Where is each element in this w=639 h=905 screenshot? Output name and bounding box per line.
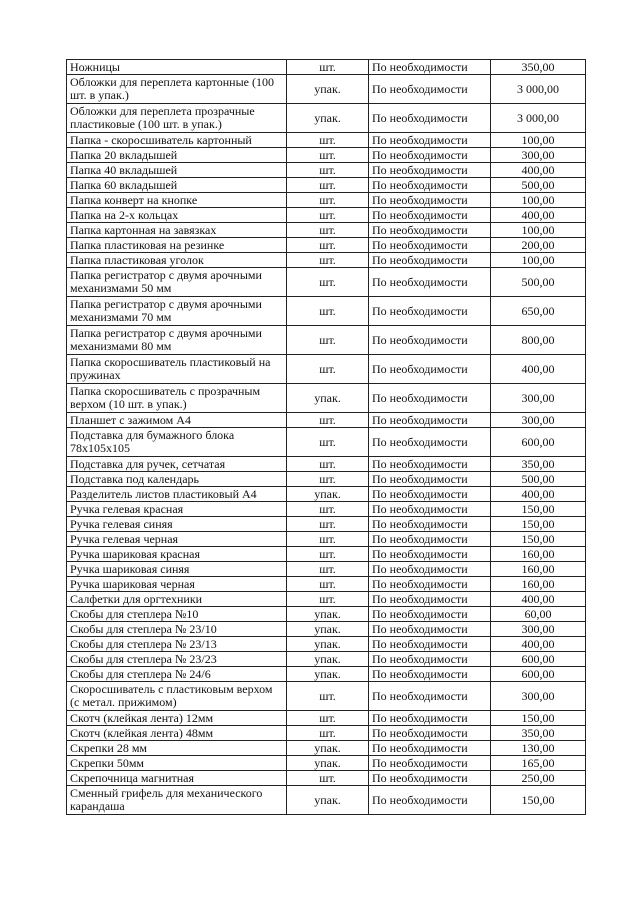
unit-cell: шт.	[287, 502, 369, 517]
table-row	[67, 60, 586, 75]
price-cell: 350,00	[491, 457, 586, 472]
item-name-cell: Ручка гелевая красная	[67, 502, 287, 517]
unit-cell: упак.	[287, 384, 369, 413]
item-name-cell: Разделитель листов пластиковый А4	[67, 487, 287, 502]
price-cell: 100,00	[491, 193, 586, 208]
supply-mode-cell: По необходимости	[369, 413, 491, 428]
price-cell: 100,00	[491, 133, 586, 148]
unit-cell: шт.	[287, 133, 369, 148]
item-name-cell: Ручка гелевая синяя	[67, 517, 287, 532]
unit-cell: шт.	[287, 532, 369, 547]
table-row	[67, 193, 586, 208]
unit-cell: шт.	[287, 562, 369, 577]
unit-cell: шт.	[287, 60, 369, 75]
item-name-cell: Подставка под календарь	[67, 472, 287, 487]
item-name-cell: Скобы для степлера №10	[67, 607, 287, 622]
supply-mode-cell: По необходимости	[369, 133, 491, 148]
item-name-cell: Папка картонная на завязках	[67, 223, 287, 238]
price-cell: 400,00	[491, 487, 586, 502]
item-name-cell: Скрепки 50мм	[67, 756, 287, 771]
table-row	[67, 223, 586, 238]
table-row	[67, 163, 586, 178]
supply-mode-cell: По необходимости	[369, 208, 491, 223]
supply-mode-cell: По необходимости	[369, 592, 491, 607]
table-row	[67, 297, 586, 326]
supply-mode-cell: По необходимости	[369, 193, 491, 208]
item-name-cell: Обложки для переплета картонные (100 шт. в упак.)	[67, 75, 287, 104]
supply-mode-cell: По необходимости	[369, 547, 491, 562]
item-name-cell: Папка пластиковая уголок	[67, 253, 287, 268]
price-cell: 3 000,00	[491, 104, 586, 133]
table-row	[67, 253, 586, 268]
price-cell: 400,00	[491, 208, 586, 223]
supply-mode-cell: По необходимости	[369, 60, 491, 75]
price-cell: 300,00	[491, 682, 586, 711]
supply-mode-cell: По необходимости	[369, 104, 491, 133]
supply-mode-cell: По необходимости	[369, 384, 491, 413]
price-cell: 500,00	[491, 472, 586, 487]
item-name-cell: Скрепки 28 мм	[67, 741, 287, 756]
item-name-cell: Сменный грифель для механического карандаша	[67, 786, 287, 815]
item-name-cell: Ручка шариковая синяя	[67, 562, 287, 577]
table-row	[67, 547, 586, 562]
unit-cell: шт.	[287, 771, 369, 786]
table-row	[67, 104, 586, 133]
price-cell: 300,00	[491, 413, 586, 428]
unit-cell: шт.	[287, 297, 369, 326]
supply-mode-cell: По необходимости	[369, 163, 491, 178]
supply-mode-cell: По необходимости	[369, 622, 491, 637]
table-row	[67, 667, 586, 682]
table-row	[67, 726, 586, 741]
item-name-cell: Папка 60 вкладышей	[67, 178, 287, 193]
item-name-cell: Папка скоросшиватель с прозрачным верхом (10 шт. в упак.)	[67, 384, 287, 413]
supply-mode-cell: По необходимости	[369, 268, 491, 297]
item-name-cell: Папка 40 вкладышей	[67, 163, 287, 178]
price-cell: 300,00	[491, 622, 586, 637]
item-name-cell: Подставка для ручек, сетчатая	[67, 457, 287, 472]
unit-cell: шт.	[287, 148, 369, 163]
unit-cell: шт.	[287, 547, 369, 562]
price-cell: 300,00	[491, 384, 586, 413]
supply-mode-cell: По необходимости	[369, 607, 491, 622]
supply-mode-cell: По необходимости	[369, 223, 491, 238]
supply-mode-cell: По необходимости	[369, 502, 491, 517]
price-cell: 600,00	[491, 428, 586, 457]
price-cell: 150,00	[491, 711, 586, 726]
price-table-body	[67, 60, 586, 815]
price-cell: 100,00	[491, 223, 586, 238]
unit-cell: шт.	[287, 682, 369, 711]
table-row	[67, 502, 586, 517]
price-cell: 500,00	[491, 178, 586, 193]
price-cell: 400,00	[491, 163, 586, 178]
table-row	[67, 607, 586, 622]
unit-cell: шт.	[287, 711, 369, 726]
price-cell: 400,00	[491, 592, 586, 607]
price-cell: 150,00	[491, 786, 586, 815]
price-cell: 160,00	[491, 547, 586, 562]
price-cell: 600,00	[491, 667, 586, 682]
item-name-cell: Скобы для степлера № 23/10	[67, 622, 287, 637]
item-name-cell: Ручка шариковая красная	[67, 547, 287, 562]
supply-mode-cell: По необходимости	[369, 297, 491, 326]
price-table	[66, 59, 586, 815]
supply-mode-cell: По необходимости	[369, 637, 491, 652]
item-name-cell: Папка регистратор с двумя арочными механизмами 80 мм	[67, 326, 287, 355]
item-name-cell: Папка конверт на кнопке	[67, 193, 287, 208]
item-name-cell: Папка - скоросшиватель картонный	[67, 133, 287, 148]
supply-mode-cell: По необходимости	[369, 428, 491, 457]
supply-mode-cell: По необходимости	[369, 577, 491, 592]
table-row	[67, 786, 586, 815]
item-name-cell: Планшет с зажимом А4	[67, 413, 287, 428]
unit-cell: шт.	[287, 413, 369, 428]
table-row	[67, 413, 586, 428]
price-cell: 600,00	[491, 652, 586, 667]
table-row	[67, 592, 586, 607]
price-cell: 60,00	[491, 607, 586, 622]
unit-cell: упак.	[287, 104, 369, 133]
table-row	[67, 741, 586, 756]
table-row	[67, 472, 586, 487]
supply-mode-cell: По необходимости	[369, 178, 491, 193]
unit-cell: упак.	[287, 741, 369, 756]
unit-cell: шт.	[287, 268, 369, 297]
table-row	[67, 148, 586, 163]
unit-cell: шт.	[287, 208, 369, 223]
price-cell: 150,00	[491, 517, 586, 532]
supply-mode-cell: По необходимости	[369, 562, 491, 577]
unit-cell: шт.	[287, 577, 369, 592]
unit-cell: шт.	[287, 726, 369, 741]
table-row	[67, 208, 586, 223]
price-cell: 800,00	[491, 326, 586, 355]
item-name-cell: Салфетки для оргтехники	[67, 592, 287, 607]
unit-cell: шт.	[287, 238, 369, 253]
unit-cell: упак.	[287, 487, 369, 502]
price-cell: 100,00	[491, 253, 586, 268]
supply-mode-cell: По необходимости	[369, 238, 491, 253]
item-name-cell: Папка регистратор с двумя арочными механизмами 50 мм	[67, 268, 287, 297]
table-row	[67, 622, 586, 637]
supply-mode-cell: По необходимости	[369, 75, 491, 104]
unit-cell: шт.	[287, 326, 369, 355]
table-row	[67, 682, 586, 711]
item-name-cell: Папка на 2-х кольцах	[67, 208, 287, 223]
price-cell: 160,00	[491, 577, 586, 592]
price-cell: 130,00	[491, 741, 586, 756]
unit-cell: шт.	[287, 457, 369, 472]
price-cell: 350,00	[491, 60, 586, 75]
item-name-cell: Скотч (клейкая лента) 48мм	[67, 726, 287, 741]
unit-cell: шт.	[287, 193, 369, 208]
price-cell: 300,00	[491, 148, 586, 163]
table-row	[67, 562, 586, 577]
unit-cell: шт.	[287, 223, 369, 238]
unit-cell: упак.	[287, 622, 369, 637]
price-cell: 3 000,00	[491, 75, 586, 104]
table-row	[67, 355, 586, 384]
supply-mode-cell: По необходимости	[369, 326, 491, 355]
unit-cell: упак.	[287, 607, 369, 622]
table-row	[67, 457, 586, 472]
supply-mode-cell: По необходимости	[369, 457, 491, 472]
item-name-cell: Ручка шариковая черная	[67, 577, 287, 592]
unit-cell: упак.	[287, 637, 369, 652]
table-row	[67, 133, 586, 148]
item-name-cell: Скобы для степлера № 23/13	[67, 637, 287, 652]
price-cell: 150,00	[491, 502, 586, 517]
price-cell: 650,00	[491, 297, 586, 326]
unit-cell: упак.	[287, 75, 369, 104]
table-row	[67, 428, 586, 457]
price-cell: 150,00	[491, 532, 586, 547]
item-name-cell: Папка скоросшиватель пластиковый на пружинах	[67, 355, 287, 384]
supply-mode-cell: По необходимости	[369, 148, 491, 163]
table-row	[67, 326, 586, 355]
price-cell: 400,00	[491, 637, 586, 652]
table-row	[67, 178, 586, 193]
supply-mode-cell: По необходимости	[369, 355, 491, 384]
supply-mode-cell: По необходимости	[369, 786, 491, 815]
table-row	[67, 577, 586, 592]
supply-mode-cell: По необходимости	[369, 741, 491, 756]
item-name-cell: Скобы для степлера № 24/6	[67, 667, 287, 682]
supply-mode-cell: По необходимости	[369, 652, 491, 667]
item-name-cell: Ножницы	[67, 60, 287, 75]
table-row	[67, 517, 586, 532]
supply-mode-cell: По необходимости	[369, 771, 491, 786]
item-name-cell: Папка регистратор с двумя арочными механизмами 70 мм	[67, 297, 287, 326]
item-name-cell: Обложки для переплета прозрачные пластиковые (100 шт. в упак.)	[67, 104, 287, 133]
supply-mode-cell: По необходимости	[369, 253, 491, 268]
supply-mode-cell: По необходимости	[369, 726, 491, 741]
item-name-cell: Скотч (клейкая лента) 12мм	[67, 711, 287, 726]
unit-cell: шт.	[287, 355, 369, 384]
item-name-cell: Скрепочница магнитная	[67, 771, 287, 786]
unit-cell: упак.	[287, 756, 369, 771]
supply-mode-cell: По необходимости	[369, 711, 491, 726]
price-cell: 500,00	[491, 268, 586, 297]
supply-mode-cell: По необходимости	[369, 667, 491, 682]
table-row	[67, 637, 586, 652]
table-row	[67, 75, 586, 104]
unit-cell: шт.	[287, 472, 369, 487]
price-cell: 160,00	[491, 562, 586, 577]
table-row	[67, 238, 586, 253]
price-cell: 400,00	[491, 355, 586, 384]
price-cell: 350,00	[491, 726, 586, 741]
item-name-cell: Папка пластиковая на резинке	[67, 238, 287, 253]
supply-mode-cell: По необходимости	[369, 487, 491, 502]
unit-cell: упак.	[287, 652, 369, 667]
unit-cell: шт.	[287, 592, 369, 607]
price-cell: 200,00	[491, 238, 586, 253]
table-row	[67, 487, 586, 502]
table-row	[67, 268, 586, 297]
price-cell: 165,00	[491, 756, 586, 771]
unit-cell: шт.	[287, 178, 369, 193]
price-cell: 250,00	[491, 771, 586, 786]
supply-mode-cell: По необходимости	[369, 517, 491, 532]
supply-mode-cell: По необходимости	[369, 682, 491, 711]
unit-cell: шт.	[287, 163, 369, 178]
unit-cell: шт.	[287, 428, 369, 457]
table-row	[67, 384, 586, 413]
unit-cell: упак.	[287, 786, 369, 815]
supply-mode-cell: По необходимости	[369, 756, 491, 771]
supply-mode-cell: По необходимости	[369, 532, 491, 547]
table-row	[67, 771, 586, 786]
item-name-cell: Скобы для степлера № 23/23	[67, 652, 287, 667]
item-name-cell: Ручка гелевая черная	[67, 532, 287, 547]
table-row	[67, 756, 586, 771]
item-name-cell: Папка 20 вкладышей	[67, 148, 287, 163]
table-row	[67, 532, 586, 547]
table-row	[67, 652, 586, 667]
unit-cell: упак.	[287, 667, 369, 682]
unit-cell: шт.	[287, 253, 369, 268]
item-name-cell: Скоросшиватель с пластиковым верхом (с метал. прижимом)	[67, 682, 287, 711]
item-name-cell: Подставка для бумажного блока 78x105x105	[67, 428, 287, 457]
table-row	[67, 711, 586, 726]
supply-mode-cell: По необходимости	[369, 472, 491, 487]
unit-cell: шт.	[287, 517, 369, 532]
